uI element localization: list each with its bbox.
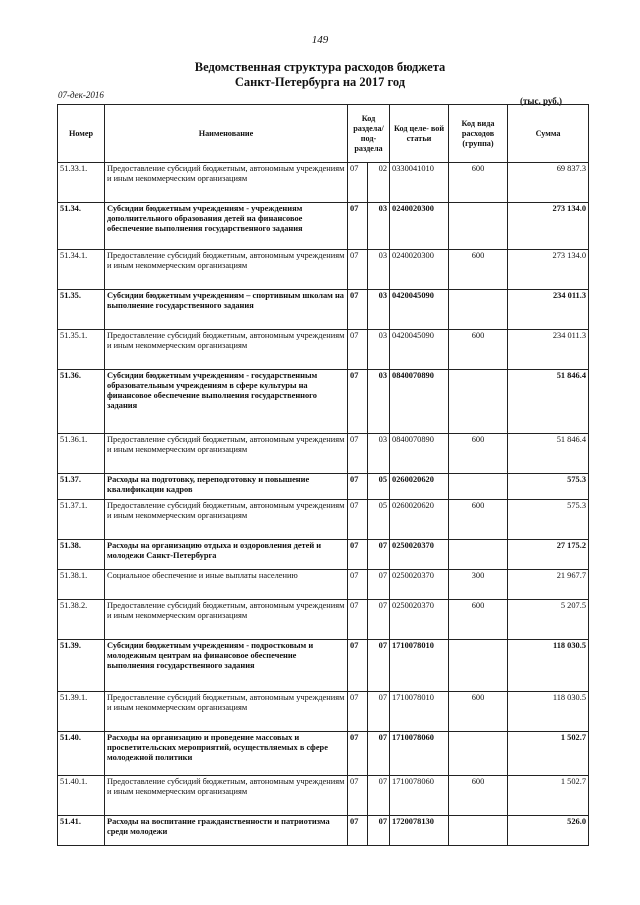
row-section: 07 [348, 203, 368, 250]
row-sum: 273 134.0 [508, 203, 589, 250]
row-expense-type [449, 640, 508, 692]
table-row [58, 640, 589, 692]
row-name: Расходы на воспитание гражданственности и патриотизма среди молодежи [105, 816, 348, 846]
row-article: 0330041010 [390, 163, 449, 203]
title-line-2: Санкт-Петербурга на 2017 год [234, 75, 406, 89]
row-article: 1710078010 [390, 692, 449, 732]
row-expense-type: 600 [449, 776, 508, 816]
row-expense-type: 300 [449, 570, 508, 600]
row-article: 0250020370 [390, 600, 449, 640]
row-sum: 273 134.0 [508, 250, 589, 290]
header-article: Код целе- вой статьи [390, 105, 449, 163]
row-article: 0840070890 [390, 370, 449, 434]
row-number: 51.40.1. [58, 776, 105, 816]
row-subsection: 02 [368, 163, 390, 203]
table-header-row [58, 105, 589, 163]
row-expense-type: 600 [449, 250, 508, 290]
row-subsection: 03 [368, 370, 390, 434]
table-row [58, 474, 589, 500]
table-row [58, 370, 589, 434]
row-article: 1710078060 [390, 776, 449, 816]
row-name: Социальное обеспечение и иные выплаты населению [105, 570, 348, 600]
row-sum: 575.3 [508, 500, 589, 540]
row-expense-type: 600 [449, 163, 508, 203]
row-sum: 51 846.4 [508, 370, 589, 434]
row-number: 51.36. [58, 370, 105, 434]
row-name: Субсидии бюджетным учреждениям - подростковым и молодежным центрам на финансовое обеспечение выполнения государственного задания [105, 640, 348, 692]
row-subsection: 05 [368, 500, 390, 540]
table-row [58, 600, 589, 640]
row-section: 07 [348, 500, 368, 540]
table-row [58, 434, 589, 474]
row-number: 51.41. [58, 816, 105, 846]
row-article: 0420045090 [390, 290, 449, 330]
row-subsection: 07 [368, 776, 390, 816]
row-name: Предоставление субсидий бюджетным, автономным учреждениям и иным некоммерческим организациям [105, 692, 348, 732]
row-subsection: 03 [368, 250, 390, 290]
row-sum: 21 967.7 [508, 570, 589, 600]
row-expense-type [449, 732, 508, 776]
row-sum: 234 011.3 [508, 330, 589, 370]
row-sum: 27 175.2 [508, 540, 589, 570]
row-sum: 51 846.4 [508, 434, 589, 474]
row-name: Предоставление субсидий бюджетным, автономным учреждениям и иным некоммерческим организациям [105, 600, 348, 640]
row-sum: 526.0 [508, 816, 589, 846]
row-section: 07 [348, 692, 368, 732]
table-row [58, 692, 589, 732]
row-expense-type: 600 [449, 500, 508, 540]
row-subsection: 03 [368, 330, 390, 370]
row-number: 51.35.1. [58, 330, 105, 370]
table-row [58, 732, 589, 776]
row-subsection: 07 [368, 816, 390, 846]
row-name: Субсидии бюджетным учреждениям – спортивным школам на выполнение государственного задания [105, 290, 348, 330]
row-name: Предоставление субсидий бюджетным, автономным учреждениям и иным некоммерческим организациям [105, 776, 348, 816]
row-article: 0840070890 [390, 434, 449, 474]
row-number: 51.39. [58, 640, 105, 692]
table-row [58, 250, 589, 290]
row-subsection: 07 [368, 540, 390, 570]
row-article: 0250020370 [390, 540, 449, 570]
row-sum: 118 030.5 [508, 640, 589, 692]
table-row [58, 816, 589, 846]
row-article: 0420045090 [390, 330, 449, 370]
budget-table [57, 104, 589, 846]
row-name: Предоставление субсидий бюджетным, автономным учреждениям и иным некоммерческим организациям [105, 250, 348, 290]
row-sum: 234 011.3 [508, 290, 589, 330]
row-section: 07 [348, 816, 368, 846]
row-name: Предоставление субсидий бюджетным, автономным учреждениям и иным некоммерческим организациям [105, 330, 348, 370]
row-section: 07 [348, 434, 368, 474]
row-subsection: 07 [368, 600, 390, 640]
row-sum: 1 502.7 [508, 776, 589, 816]
row-number: 51.38.2. [58, 600, 105, 640]
row-expense-type [449, 540, 508, 570]
row-article: 0240020300 [390, 250, 449, 290]
row-name: Субсидии бюджетным учреждениям - государственным образовательным учреждениям в сфере культуры на финансовое обеспечение выполнения государственного задания [105, 370, 348, 434]
row-expense-type: 600 [449, 600, 508, 640]
row-sum: 69 837.3 [508, 163, 589, 203]
document-title [0, 60, 640, 90]
row-number: 51.34. [58, 203, 105, 250]
document-date: 07-дек-2016 [58, 90, 104, 100]
title-line-1: Ведомственная структура расходов бюджета [194, 60, 446, 74]
table-row [58, 776, 589, 816]
row-section: 07 [348, 250, 368, 290]
row-sum: 118 030.5 [508, 692, 589, 732]
row-section: 07 [348, 370, 368, 434]
row-article: 1720078130 [390, 816, 449, 846]
row-section: 07 [348, 540, 368, 570]
row-name: Расходы на подготовку, переподготовку и повышение квалификации кадров [105, 474, 348, 500]
row-section: 07 [348, 776, 368, 816]
row-subsection: 03 [368, 203, 390, 250]
row-expense-type [449, 290, 508, 330]
row-sum: 5 207.5 [508, 600, 589, 640]
row-section: 07 [348, 732, 368, 776]
row-section: 07 [348, 290, 368, 330]
row-article: 0260020620 [390, 474, 449, 500]
row-sum: 575.3 [508, 474, 589, 500]
row-name: Субсидии бюджетным учреждениям - учреждениям дополнительного образования детей на финансовое обеспечение выполнения государственного задания [105, 203, 348, 250]
row-name: Предоставление субсидий бюджетным, автономным учреждениям и иным некоммерческим организациям [105, 434, 348, 474]
row-number: 51.35. [58, 290, 105, 330]
units-label: (тыс. руб.) [520, 96, 562, 106]
row-name: Расходы на организацию и проведение массовых и просветительских мероприятий, осуществляемых в сфере молодежной политики [105, 732, 348, 776]
header-section: Код раздела/ под- раздела [348, 105, 390, 163]
row-subsection: 07 [368, 692, 390, 732]
row-expense-type [449, 370, 508, 434]
row-number: 51.33.1. [58, 163, 105, 203]
row-article: 0260020620 [390, 500, 449, 540]
row-article: 0250020370 [390, 570, 449, 600]
table-row [58, 500, 589, 540]
page-number: 149 [311, 34, 329, 46]
header-name: Наименование [105, 105, 348, 163]
table-body [58, 163, 589, 846]
row-number: 51.36.1. [58, 434, 105, 474]
table-row [58, 330, 589, 370]
row-name: Расходы на организацию отдыха и оздоровления детей и молодежи Санкт-Петербурга [105, 540, 348, 570]
row-subsection: 03 [368, 290, 390, 330]
row-section: 07 [348, 600, 368, 640]
row-number: 51.40. [58, 732, 105, 776]
row-number: 51.39.1. [58, 692, 105, 732]
row-subsection: 07 [368, 732, 390, 776]
row-expense-type: 600 [449, 434, 508, 474]
row-expense-type: 600 [449, 330, 508, 370]
header-number: Номер [58, 105, 105, 163]
row-section: 07 [348, 570, 368, 600]
table-row [58, 163, 589, 203]
row-number: 51.38.1. [58, 570, 105, 600]
row-number: 51.38. [58, 540, 105, 570]
row-name: Предоставление субсидий бюджетным, автономным учреждениям и иным некоммерческим организациям [105, 500, 348, 540]
row-article: 0240020300 [390, 203, 449, 250]
header-sum: Сумма [508, 105, 589, 163]
table-row [58, 540, 589, 570]
row-sum: 1 502.7 [508, 732, 589, 776]
row-article: 1710078010 [390, 640, 449, 692]
row-section: 07 [348, 163, 368, 203]
row-number: 51.37. [58, 474, 105, 500]
row-section: 07 [348, 640, 368, 692]
table-row [58, 290, 589, 330]
row-number: 51.37.1. [58, 500, 105, 540]
row-expense-type [449, 203, 508, 250]
header-expense-type: Код вида расходов (группа) [449, 105, 508, 163]
row-expense-type [449, 474, 508, 500]
row-number: 51.34.1. [58, 250, 105, 290]
row-subsection: 07 [368, 570, 390, 600]
table-row [58, 570, 589, 600]
row-subsection: 07 [368, 640, 390, 692]
row-article: 1710078060 [390, 732, 449, 776]
row-expense-type: 600 [449, 692, 508, 732]
row-expense-type [449, 816, 508, 846]
row-section: 07 [348, 474, 368, 500]
row-subsection: 05 [368, 474, 390, 500]
table-row [58, 203, 589, 250]
row-subsection: 03 [368, 434, 390, 474]
row-section: 07 [348, 330, 368, 370]
row-name: Предоставление субсидий бюджетным, автономным учреждениям и иным некоммерческим организациям [105, 163, 348, 203]
